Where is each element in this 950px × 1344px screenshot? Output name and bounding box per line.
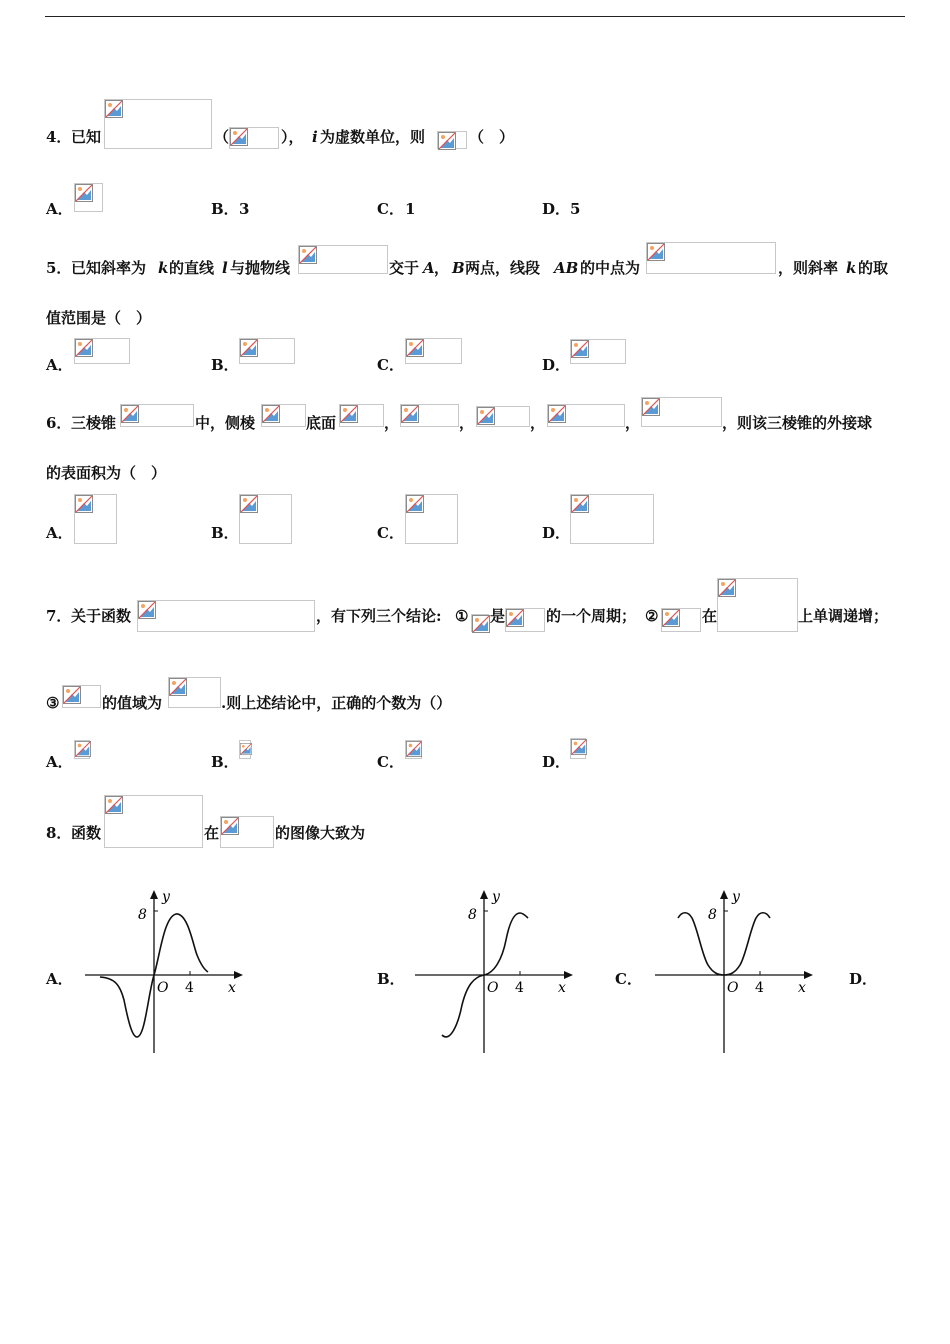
formula-image [229, 127, 279, 149]
question-text: ，则斜率 [778, 259, 839, 277]
question-text: 已知斜率为 [71, 259, 147, 277]
formula-image [717, 578, 798, 632]
formula-image [62, 685, 101, 708]
broken-image-icon [406, 495, 424, 513]
broken-image-icon [105, 100, 123, 118]
option-a-label: A． [46, 970, 73, 988]
y-axis-label: y [162, 889, 170, 905]
question-text: 交于 [389, 259, 420, 277]
broken-image-icon [75, 495, 93, 513]
y-tick-label: 8 [138, 907, 147, 923]
y-axis-label: y [492, 889, 500, 905]
option-a-image [74, 494, 117, 544]
x-axis-arrow [234, 971, 243, 979]
origin-label: O [157, 980, 169, 996]
conclusion-marker: ③ [46, 694, 60, 712]
question-text: 的表面积为（ ） [46, 464, 167, 482]
separator: ， [625, 414, 641, 432]
option-b-image [239, 338, 295, 364]
separator: ， [459, 414, 475, 432]
option-d-label: D． [849, 970, 878, 988]
option-c-label: C． [615, 970, 642, 988]
option-c-label: C． [377, 356, 404, 374]
option-b-label: B． [211, 524, 239, 542]
y-tick-label: 8 [708, 907, 717, 923]
option-d-value: 5 [570, 200, 581, 218]
option-c-image [405, 494, 458, 544]
question-text: 两点，线段 [465, 259, 541, 277]
question-text: 的直线 [169, 259, 215, 277]
option-d-image [570, 738, 586, 759]
question-number: 6． [46, 414, 72, 432]
broken-image-icon [571, 739, 587, 755]
graph-c [650, 885, 820, 1060]
option-a-image [74, 183, 103, 212]
math-variable: AB [554, 259, 579, 277]
conclusion-marker: ② [645, 607, 659, 625]
broken-image-icon [230, 128, 248, 146]
option-d-label: D． [542, 524, 571, 542]
broken-image-icon [240, 495, 258, 513]
question-text: 函数 [71, 824, 102, 842]
formula-image [168, 677, 221, 708]
question-text: 值范围是（ ） [46, 309, 152, 327]
option-b-label: B． [211, 356, 239, 374]
option-b-label: B． [377, 970, 405, 988]
math-variable: k [846, 259, 857, 277]
broken-image-icon [642, 398, 660, 416]
formula-image [104, 99, 212, 149]
math-variable: k [158, 259, 169, 277]
question-text: ，则该三棱锥的外接球 [722, 414, 873, 432]
question-text: 的中点为 [580, 259, 641, 277]
question-text: 上单调递增； [798, 607, 889, 625]
broken-image-icon [548, 405, 566, 423]
option-b-label: B． [211, 200, 239, 218]
y-axis-label: y [732, 889, 740, 905]
math-variable: l [222, 259, 228, 277]
option-c-value: 1 [405, 200, 416, 218]
broken-image-icon [105, 796, 123, 814]
option-d-label: D． [542, 356, 571, 374]
broken-image-icon [718, 579, 736, 597]
option-a-image [74, 338, 130, 364]
broken-image-icon [506, 609, 524, 627]
option-c-label: C． [377, 524, 404, 542]
broken-image-icon [406, 339, 424, 357]
broken-image-icon [75, 339, 93, 357]
question-text: 已知 [71, 128, 102, 146]
x-axis-label: x [798, 980, 806, 996]
broken-image-icon [662, 609, 680, 627]
math-variable: i [312, 128, 318, 146]
broken-image-icon [340, 405, 358, 423]
broken-image-icon [406, 741, 422, 757]
broken-image-icon [240, 741, 252, 757]
question-text: 与抛物线 [230, 259, 291, 277]
option-a-label: A． [46, 356, 73, 374]
formula-image [661, 608, 701, 632]
question-number: 5． [46, 259, 72, 277]
option-d-image [570, 339, 626, 364]
math-variable: B [452, 259, 465, 277]
question-text: 底面 [306, 414, 337, 432]
formula-image [437, 131, 467, 149]
question-text: 为虚数单位，则 [320, 128, 426, 146]
formula-image [641, 397, 722, 427]
x-tick-label: 4 [515, 980, 524, 996]
broken-image-icon [401, 405, 419, 423]
broken-image-icon [63, 686, 81, 704]
question-text: ，有下列三个结论: [316, 607, 442, 625]
graph-b [410, 885, 580, 1060]
x-axis-arrow [564, 971, 573, 979]
header-rule [45, 16, 905, 17]
formula-image [400, 404, 459, 427]
option-b-value: 3 [239, 200, 250, 218]
question-number: 8． [46, 824, 72, 842]
conclusion-marker: ① [455, 607, 469, 625]
x-tick-label: 4 [755, 980, 764, 996]
origin-label: O [727, 980, 739, 996]
separator: ， [530, 414, 546, 432]
option-d-label: D． [542, 753, 571, 771]
broken-image-icon [75, 741, 91, 757]
formula-image [104, 795, 203, 848]
answer-brackets: （ ） [469, 128, 515, 146]
question-text: （ [214, 128, 230, 146]
broken-image-icon [438, 132, 456, 150]
question-text: 的一个周期； [546, 607, 637, 625]
question-text: 关于函数 [71, 607, 132, 625]
question-text: 在 [204, 824, 220, 842]
broken-image-icon [477, 407, 495, 425]
formula-image [298, 245, 388, 274]
question-text: 中，侧棱 [195, 414, 256, 432]
question-text: 是 [490, 607, 506, 625]
y-tick-label: 8 [468, 907, 477, 923]
x-axis-arrow [804, 971, 813, 979]
option-b-image [239, 740, 251, 759]
question-text: 的取 [858, 259, 889, 277]
option-a-label: A． [46, 524, 73, 542]
formula-image [220, 816, 274, 848]
option-c-label: C． [377, 753, 404, 771]
option-c-image [405, 740, 422, 759]
question-text: ）， [281, 128, 304, 146]
x-axis-label: x [558, 980, 566, 996]
broken-image-icon [240, 339, 258, 357]
y-axis-arrow [150, 890, 158, 899]
question-number: 4． [46, 128, 72, 146]
question-text: 三棱锥 [71, 414, 117, 432]
broken-image-icon [121, 405, 139, 423]
option-b-label: B． [211, 753, 239, 771]
formula-image [120, 404, 194, 427]
question-text: ， [434, 259, 450, 277]
y-axis-arrow [720, 890, 728, 899]
graph-a [80, 885, 250, 1060]
option-a-image [74, 740, 90, 759]
question-text: 的图像大致为 [275, 824, 366, 842]
separator: ， [384, 414, 400, 432]
option-a-label: A． [46, 753, 73, 771]
formula-image [505, 608, 545, 632]
broken-image-icon [299, 246, 317, 264]
broken-image-icon [169, 678, 187, 696]
broken-image-icon [571, 495, 589, 513]
broken-image-icon [571, 340, 589, 358]
x-tick-label: 4 [185, 980, 194, 996]
question-text: .则上述结论中，正确的个数为（） [221, 694, 452, 712]
formula-image [261, 404, 306, 427]
broken-image-icon [221, 817, 239, 835]
broken-image-icon [647, 243, 665, 261]
broken-image-icon [138, 601, 156, 619]
question-text: 的值域为 [102, 694, 163, 712]
option-c-image [405, 338, 462, 364]
option-c-label: C． [377, 200, 404, 218]
broken-image-icon [75, 184, 93, 202]
formula-image [339, 404, 384, 427]
option-b-image [239, 494, 292, 544]
formula-image [547, 404, 625, 427]
origin-label: O [487, 980, 499, 996]
question-text: 在 [702, 607, 718, 625]
formula-image [476, 406, 530, 427]
broken-image-icon [472, 615, 490, 633]
formula-image [646, 242, 776, 274]
question-number: 7． [46, 607, 72, 625]
option-d-image [570, 494, 654, 544]
y-axis-arrow [480, 890, 488, 899]
x-axis-label: x [228, 980, 236, 996]
option-a-label: A． [46, 200, 73, 218]
option-d-label: D． [542, 200, 571, 218]
math-variable: A [423, 259, 435, 277]
formula-image [137, 600, 315, 632]
broken-image-icon [262, 405, 280, 423]
formula-image [471, 614, 489, 632]
